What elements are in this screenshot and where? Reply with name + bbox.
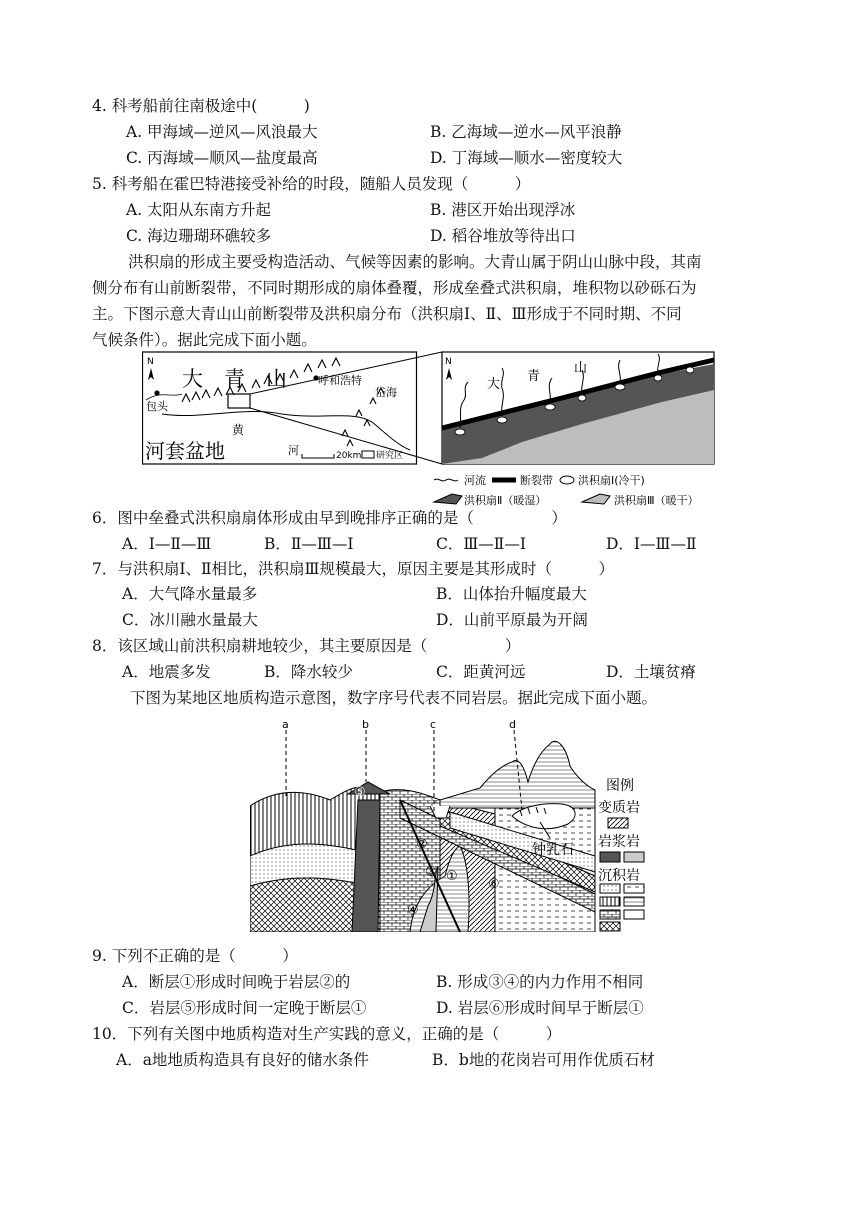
passage2: 下图为某地区地质构造示意图，数字序号代表不同岩层。据此完成下面小题。 (130, 689, 658, 707)
geologic-section (250, 716, 650, 932)
q9-stem: 9. 下列不正确的是（ ） (92, 947, 298, 965)
q8-stem: 8．该区域山前洪积扇耕地较少，其主要原因是（ ） (92, 637, 521, 655)
q10-option-a[interactable]: A．a地地质构造具有良好的储水条件 (116, 1051, 369, 1069)
geo-legend-igneous: 岩浆岩 (598, 834, 640, 850)
q6-option-d[interactable]: D．Ⅰ—Ⅲ—Ⅱ (606, 535, 697, 553)
legend-fan2-symbol (434, 494, 462, 504)
svg-text:N: N (147, 357, 154, 367)
map2-char-2: 青 (527, 369, 541, 384)
passage1-line3: 主。下图示意大青山山前断裂带及洪积扇分布（洪积扇Ⅰ、Ⅱ、Ⅲ形成于不同时期、不同 (92, 305, 682, 323)
q7-stem: 7．与洪积扇Ⅰ、Ⅱ相比，洪积扇Ⅲ规模最大，原因主要是其形成时（ ） (92, 560, 614, 578)
yellow-river-label-b: 河 (288, 444, 299, 457)
layer-label-5: ⑤ (354, 785, 366, 800)
q5-option-c[interactable]: C. 海边珊瑚环礁较多 (126, 227, 272, 245)
q4-option-b[interactable]: B. 乙海域—逆水—风平浪静 (430, 123, 622, 141)
q5-stem: 5. 科考船在霍巴特港接受补给的时段，随船人员发现（ ） (92, 175, 531, 193)
q6-option-b[interactable]: B．Ⅱ—Ⅲ—Ⅰ (264, 535, 354, 553)
legend-fan2-label: 洪积扇Ⅱ（暖湿） (464, 494, 547, 506)
legend-river-symbol (434, 479, 458, 481)
geo-legend-meta: 变质岩 (598, 800, 640, 816)
stalactite-label: 钟乳石 (532, 842, 574, 858)
marker-a: a (282, 718, 289, 731)
map-legend (434, 473, 699, 506)
passage1-line2: 侧分布有山前断裂带，不同时期形成的扇体叠覆，形成垒叠式洪积扇，堆积物以砂砾石为 (92, 279, 697, 297)
q4-option-d[interactable]: D. 丁海域—顺水—密度较大 (430, 149, 623, 167)
q9-option-c[interactable]: C．岩层⑤形成时间一定晚于断层① (122, 999, 367, 1017)
q7-option-b[interactable]: B．山体抬升幅度最大 (436, 585, 587, 603)
study-area-legend-label: 研究区 (376, 451, 404, 461)
q9-option-a[interactable]: A．断层①形成时间晚于岩层②的 (122, 973, 351, 991)
legend-fan1-symbol (560, 476, 574, 484)
daihai-label: 岱海 (375, 386, 397, 399)
baotou-label: 包头 (146, 400, 168, 413)
q4-option-c[interactable]: C. 丙海域—顺风—盐度最高 (126, 149, 318, 167)
legend-fan1-label: 洪积扇Ⅰ(冷干) (578, 474, 645, 487)
passage1-line1: 洪积扇的形成主要受构造活动、气候等因素的影响。大青山属于阴山山脉中段，其南 (128, 253, 702, 271)
map2-char-3: 山 (574, 361, 588, 376)
q9-option-b[interactable]: B. 形成③④的内力作用不相同 (436, 973, 644, 991)
scale-label: 20km (336, 451, 362, 461)
passage1-line4: 气候条件）。据此完成下面小题。 (92, 331, 317, 349)
q6-option-a[interactable]: A．Ⅰ—Ⅱ—Ⅲ (122, 535, 212, 553)
legend-river-label: 河流 (464, 474, 486, 487)
alluvial-fan-map (142, 350, 720, 506)
layer-label-2: ② (416, 837, 428, 852)
geo-legend-title: 图例 (606, 778, 634, 794)
svg-text:N: N (445, 357, 452, 367)
q8-option-a[interactable]: A．地震多发 (122, 663, 211, 681)
baotou-dot (154, 390, 159, 395)
layer-label-1: ① (446, 869, 458, 884)
mountain-label: 大 青 山 (182, 367, 287, 391)
marker-c: c (430, 718, 437, 731)
q10-option-b[interactable]: B．b地的花岗岩可用作优质石材 (432, 1051, 655, 1069)
q4-stem: 4. 科考船前往南极途中( ) (92, 97, 310, 115)
q7-option-c[interactable]: C．冰川融水量最大 (122, 611, 258, 629)
hetao-basin-label: 河套盆地 (145, 439, 225, 463)
marker-b: b (362, 718, 369, 731)
legend-fan3-symbol (582, 494, 610, 504)
q8-option-c[interactable]: C．距黄河远 (436, 663, 526, 681)
q10-stem: 10．下列有关图中地质构造对生产实践的意义，正确的是（ ） (92, 1025, 562, 1043)
q6-stem: 6．图中垒叠式洪积扇扇体形成由早到晚排序正确的是（ ） (92, 509, 567, 527)
marker-d: d (509, 718, 516, 731)
legend-fan3-label: 洪积扇Ⅲ（暖干） (614, 494, 699, 506)
q5-option-b[interactable]: B. 港区开始出现浮冰 (430, 201, 576, 219)
layer-label-3: ③ (425, 865, 437, 880)
q7-option-a[interactable]: A．大气降水量最多 (122, 585, 258, 603)
legend-fault-label: 断裂带 (520, 474, 553, 487)
q8-option-d[interactable]: D．土壤贫瘠 (606, 663, 696, 681)
geo-legend-sed: 沉积岩 (598, 868, 640, 884)
q9-option-d[interactable]: D. 岩层⑥形成时间早于断层① (436, 999, 644, 1017)
q6-option-c[interactable]: C．Ⅲ—Ⅱ—Ⅰ (436, 535, 526, 553)
q5-option-a[interactable]: A. 太阳从东南方升起 (126, 201, 272, 219)
q8-option-b[interactable]: B．降水较少 (264, 663, 353, 681)
layer-label-6: ⑥ (488, 877, 500, 892)
layer-label-4: ④ (407, 903, 419, 918)
map2-char-1: 大 (487, 377, 501, 392)
yellow-river-label-a: 黄 (232, 423, 245, 437)
hohhot-label: 呼和浩特 (318, 374, 362, 387)
q5-option-d[interactable]: D. 稻谷堆放等待出口 (430, 227, 576, 245)
q4-option-a[interactable]: A. 甲海域—逆风—风浪最大 (126, 123, 318, 141)
q7-option-d[interactable]: D．山前平原最为开阔 (436, 611, 588, 629)
